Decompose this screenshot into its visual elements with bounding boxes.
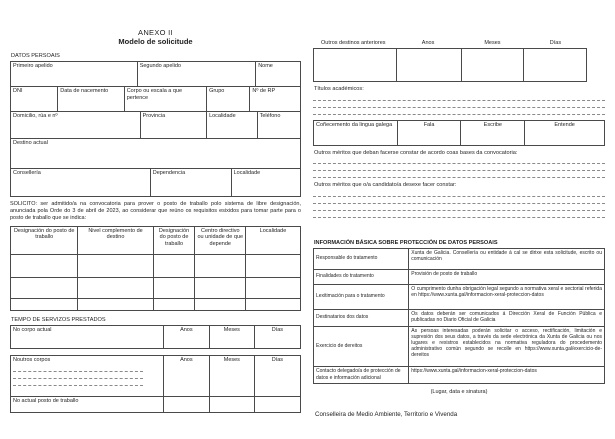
field-dependencia: Dependencia bbox=[150, 169, 231, 196]
outros-meritos-bases-label: Outros méritos que deban facerse constar de acordo coas bases da convocatoria: bbox=[314, 149, 518, 156]
field-domicilio: Domicilio, rúa e nº bbox=[13, 113, 58, 119]
field-destino-actual: Destino actual bbox=[13, 140, 48, 146]
table-row bbox=[314, 249, 604, 269]
section-proteccion-datos: INFORMACIÓN BÁSICA SOBRE PROTECCIÓN DE DATOS PERSOAIS bbox=[314, 239, 498, 246]
table-row bbox=[11, 396, 300, 412]
table-row bbox=[11, 111, 300, 138]
table-row-empty bbox=[314, 49, 586, 81]
pd-row-value: https://www.xunta.gal/informacion-xeral-proteccion-datos bbox=[408, 367, 604, 383]
empty-cell bbox=[153, 299, 195, 310]
field-grupo: Grupo bbox=[206, 87, 249, 111]
dotted-line bbox=[313, 204, 605, 211]
col-header-meses: Meses bbox=[209, 356, 254, 396]
empty-cell bbox=[254, 397, 300, 412]
table-row bbox=[11, 138, 300, 168]
pd-row-value: Provisión de posto de traballo bbox=[408, 270, 604, 284]
pd-row-label: Contacto delegado/a de protección de datos e información adicional bbox=[316, 368, 401, 381]
field-segundo-apelido: Segundo apelido bbox=[137, 62, 255, 86]
field-provincia: Provincia bbox=[140, 112, 206, 138]
empty-cell bbox=[77, 278, 152, 298]
empty-cell bbox=[245, 278, 300, 298]
dotted-line bbox=[313, 190, 605, 197]
field-dni: DNI bbox=[13, 88, 23, 94]
table-row-empty bbox=[11, 298, 300, 310]
pd-row-label: Destinatarios dos datos bbox=[316, 314, 369, 321]
empty-cell bbox=[194, 299, 245, 310]
posto-traballo-table bbox=[10, 226, 301, 311]
dotted-lines bbox=[13, 365, 143, 386]
dotted-line bbox=[13, 365, 143, 372]
dotted-line bbox=[313, 165, 605, 172]
col-header-escribe: Escribe bbox=[460, 121, 524, 145]
outros-meritos-bases-lines bbox=[313, 158, 605, 179]
titulos-academicos-label: Títulos académicos: bbox=[314, 86, 364, 92]
empty-cell bbox=[153, 278, 195, 298]
field-no-corpo-actual: No corpo actual bbox=[13, 326, 52, 333]
empty-cell bbox=[153, 255, 195, 277]
footer-conselleria: Conselleira de Medio Ambiente, Territorio e Vivenda bbox=[315, 410, 458, 418]
empty-cell bbox=[523, 49, 586, 81]
empty-cell bbox=[11, 255, 77, 277]
empty-cell bbox=[245, 255, 300, 277]
col-header-localidade: Localidade bbox=[245, 227, 300, 254]
table-row bbox=[11, 86, 300, 111]
table-row bbox=[314, 269, 604, 284]
col-header-designacion-posto: Designación do posto de traballo bbox=[13, 227, 75, 241]
field-data-nacemento: Data de nacemento bbox=[57, 87, 123, 111]
field-corpo-escala: Corpo ou escala a que pertence bbox=[124, 87, 206, 111]
dotted-line bbox=[313, 101, 605, 108]
dotted-line bbox=[313, 94, 605, 101]
proteccion-datos-table bbox=[313, 248, 605, 384]
pd-row-label: Responsable do tratamento bbox=[316, 255, 378, 262]
col-header-designacion-posto2: Designación do posto de traballo bbox=[153, 227, 195, 254]
dotted-line bbox=[313, 211, 605, 218]
col-header-entende: Entende bbox=[524, 121, 604, 145]
dotted-line bbox=[13, 379, 143, 386]
lugar-data-sinatura: (Lugar, data e sinatura) bbox=[430, 388, 488, 395]
outros-meritos-candidato-label: Outros méritos que o/a candidato/a desexe facer constar: bbox=[314, 182, 457, 188]
pd-row-value: O cumprimento dunha obrigación legal segundo a normativa xeral e sectorial referida en https://www.xunta.gal/informacion-xeral-proteccion-datos bbox=[408, 285, 604, 309]
field-localidade-2: Localidade bbox=[231, 169, 300, 196]
dotted-line bbox=[313, 172, 605, 179]
col-header-outros-destinos: Outros destinos anteriores bbox=[321, 40, 386, 46]
empty-cell bbox=[194, 278, 245, 298]
col-header-anos: Anos bbox=[421, 40, 435, 46]
table-row bbox=[314, 121, 604, 145]
table-row-empty bbox=[11, 254, 300, 277]
dotted-line bbox=[13, 372, 143, 379]
field-telefono: Teléfono bbox=[257, 112, 300, 138]
field-lingua-galega: Coñecemento da lingua galega bbox=[316, 121, 393, 128]
field-conselleria: Consellería bbox=[13, 170, 41, 176]
page-title: ANEXO II bbox=[138, 28, 173, 37]
section-datos-persoais: DATOS PERSOAIS bbox=[11, 53, 60, 59]
table-row bbox=[314, 326, 604, 366]
field-nome: Nome bbox=[255, 62, 300, 86]
right-column bbox=[313, 40, 605, 418]
table-row bbox=[314, 284, 604, 309]
table-row bbox=[11, 356, 300, 396]
empty-cell bbox=[314, 49, 396, 81]
dotted-line bbox=[313, 108, 605, 115]
col-header-anos: Anos bbox=[163, 326, 209, 348]
pd-row-label: Lexitimación para o tratamento bbox=[316, 293, 385, 300]
col-header-fala: Fala bbox=[397, 121, 461, 145]
field-n-rp: Nº de RP bbox=[249, 87, 300, 111]
empty-cell bbox=[396, 49, 461, 81]
empty-cell bbox=[11, 299, 77, 310]
outros-meritos-candidato-lines bbox=[313, 190, 605, 218]
noutros-corpos-label: Noutros corpos bbox=[13, 356, 51, 363]
page-subtitle: Modelo de solicitude bbox=[118, 37, 193, 46]
col-header-meses: Meses bbox=[484, 40, 501, 46]
col-header-nivel-complemento: Nivel complemento de destino bbox=[77, 227, 152, 254]
empty-cell bbox=[77, 255, 152, 277]
table-row bbox=[11, 168, 300, 196]
empty-cell bbox=[163, 397, 209, 412]
tempo-corpo-actual-table bbox=[10, 325, 301, 349]
pd-row-label: Finalidades do tratamento bbox=[316, 273, 374, 280]
solicito-paragraph: SOLICITO: ser admitido/a na convocatoria para prover o posto de traballo polo sistema de libre designación, anunciada pola Orde do 3 de abril de 2023, ao considerar que reúno os requisitos esixidos para tomar parte para o posto de traballo que se indica: bbox=[10, 201, 301, 221]
left-column bbox=[10, 28, 301, 413]
col-header-centro-directivo: Centro directivo ou unidade de que depende bbox=[194, 227, 245, 254]
outros-destinos-table bbox=[313, 48, 587, 82]
pd-row-value: Os datos deberán ser comunicados á Dirección Xeral de Función Pública e publicadas no Diario Oficial de Galicia bbox=[408, 310, 604, 326]
pd-row-value: As persoas interesadas poderán solicitar o acceso, rectificación, limitación e supresión dos seus datos, a través da sede electrónica da Xunta de Galicia ou nos lugares e rexistros establecidos na normativa reguladora do procedemento administrativo común segundo se recolle en https://www.xunta.gal/exercicio-de-dereitos bbox=[408, 327, 604, 366]
titulos-academicos-lines bbox=[313, 94, 605, 115]
lingua-galega-table bbox=[313, 120, 605, 146]
empty-cell bbox=[11, 278, 77, 298]
table-header-row bbox=[11, 227, 300, 254]
outros-destinos-headers bbox=[313, 40, 587, 46]
dotted-line bbox=[313, 197, 605, 204]
tempo-noutros-corpos-table bbox=[10, 355, 301, 413]
field-localidade: Localidade bbox=[206, 112, 257, 138]
field-primeiro-apelido: Primeiro apelido bbox=[13, 63, 53, 69]
table-row bbox=[11, 62, 300, 86]
pd-row-value: Xunta de Galicia. Consellería ou entidade á cal se dirixe esta solicitude, escrito ou comunicación bbox=[408, 249, 604, 269]
col-header-meses: Meses bbox=[209, 326, 254, 348]
col-header-dias: Días bbox=[549, 40, 562, 46]
col-header-dias: Días bbox=[254, 356, 300, 396]
table-row bbox=[314, 366, 604, 383]
empty-cell bbox=[209, 397, 254, 412]
section-tempo-servizos: TEMPO DE SERVIZOS PRESTADOS bbox=[11, 316, 106, 323]
empty-cell bbox=[194, 255, 245, 277]
dotted-line bbox=[313, 158, 605, 165]
empty-cell bbox=[245, 299, 300, 310]
field-no-actual-posto: No actual posto de traballo bbox=[13, 397, 79, 404]
empty-cell bbox=[77, 299, 152, 310]
table-row bbox=[314, 309, 604, 326]
table-row-empty bbox=[11, 277, 300, 298]
field-noutros-corpos bbox=[11, 356, 163, 396]
table-row bbox=[11, 326, 300, 348]
col-header-anos: Anos bbox=[163, 356, 209, 396]
pd-row-label: Exercicio de dereitos bbox=[316, 342, 363, 349]
col-header-dias: Días bbox=[254, 326, 300, 348]
datos-persoais-table bbox=[10, 61, 301, 197]
empty-cell bbox=[461, 49, 524, 81]
